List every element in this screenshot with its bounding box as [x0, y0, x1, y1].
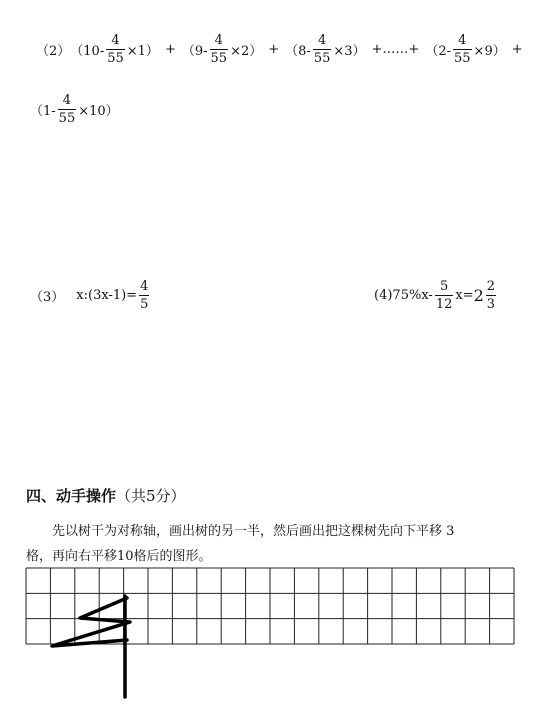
plus-sign: + — [268, 42, 280, 57]
problem-4-label: (4) — [374, 288, 393, 303]
term-3-open: （8- — [285, 44, 311, 59]
section-4-points: （共5分） — [116, 487, 186, 505]
instruction-line-1: 先以树干为对称轴，画出树的另一半，然后画出把这棵树先向下平移 3 — [52, 524, 455, 539]
half-tree-drawing — [52, 596, 130, 697]
term-4-close: ×9） — [473, 44, 506, 59]
fraction-4-55: $\frac{4}{55}$ — [107, 33, 124, 66]
instruction-line-2: 格，再向右平移10格后的图形。 — [26, 549, 212, 564]
fraction-5-12: $\frac{5}{12}$ — [435, 279, 453, 312]
fraction-4-55: $\frac{4}{55}$ — [58, 93, 76, 126]
term-1-close: ×1） — [126, 44, 159, 59]
term-4-open: （2- — [425, 44, 451, 59]
problem-4-expression-pre: 75%x- — [392, 288, 433, 303]
fraction-4-55: $\frac{4}{55}$ — [454, 33, 471, 66]
term-2-close: ×2） — [230, 44, 263, 59]
section-4-heading: 四、动手操作 — [26, 487, 117, 505]
term-1-open: （10- — [70, 44, 105, 59]
problem-3-expression: x:(3x-1)= — [76, 288, 138, 303]
plus-sign: + — [511, 42, 523, 57]
fraction-4-5: $\frac{4}{5}$ — [140, 279, 149, 312]
problem-2-label: （2） — [36, 44, 71, 59]
fraction-2-3: $\frac{2}{3}$ — [486, 279, 496, 312]
term-2-open: （9- — [181, 44, 208, 59]
term-5-open: （1- — [30, 104, 56, 119]
term-3-close: ×3） — [333, 44, 366, 59]
term-5-close: ×10） — [78, 104, 119, 119]
fraction-4-55: $\frac{4}{55}$ — [313, 33, 331, 66]
problem-4-expression-mid: x= — [455, 288, 474, 303]
mixed-number-whole: 2 — [473, 286, 484, 305]
plus-sign: + — [164, 42, 176, 57]
fraction-4-55: $\frac{4}{55}$ — [210, 33, 228, 66]
problem-3-label: （3） — [30, 290, 65, 305]
tree-branches-half — [52, 598, 130, 646]
ellipsis-plus: +……+ — [371, 42, 420, 57]
